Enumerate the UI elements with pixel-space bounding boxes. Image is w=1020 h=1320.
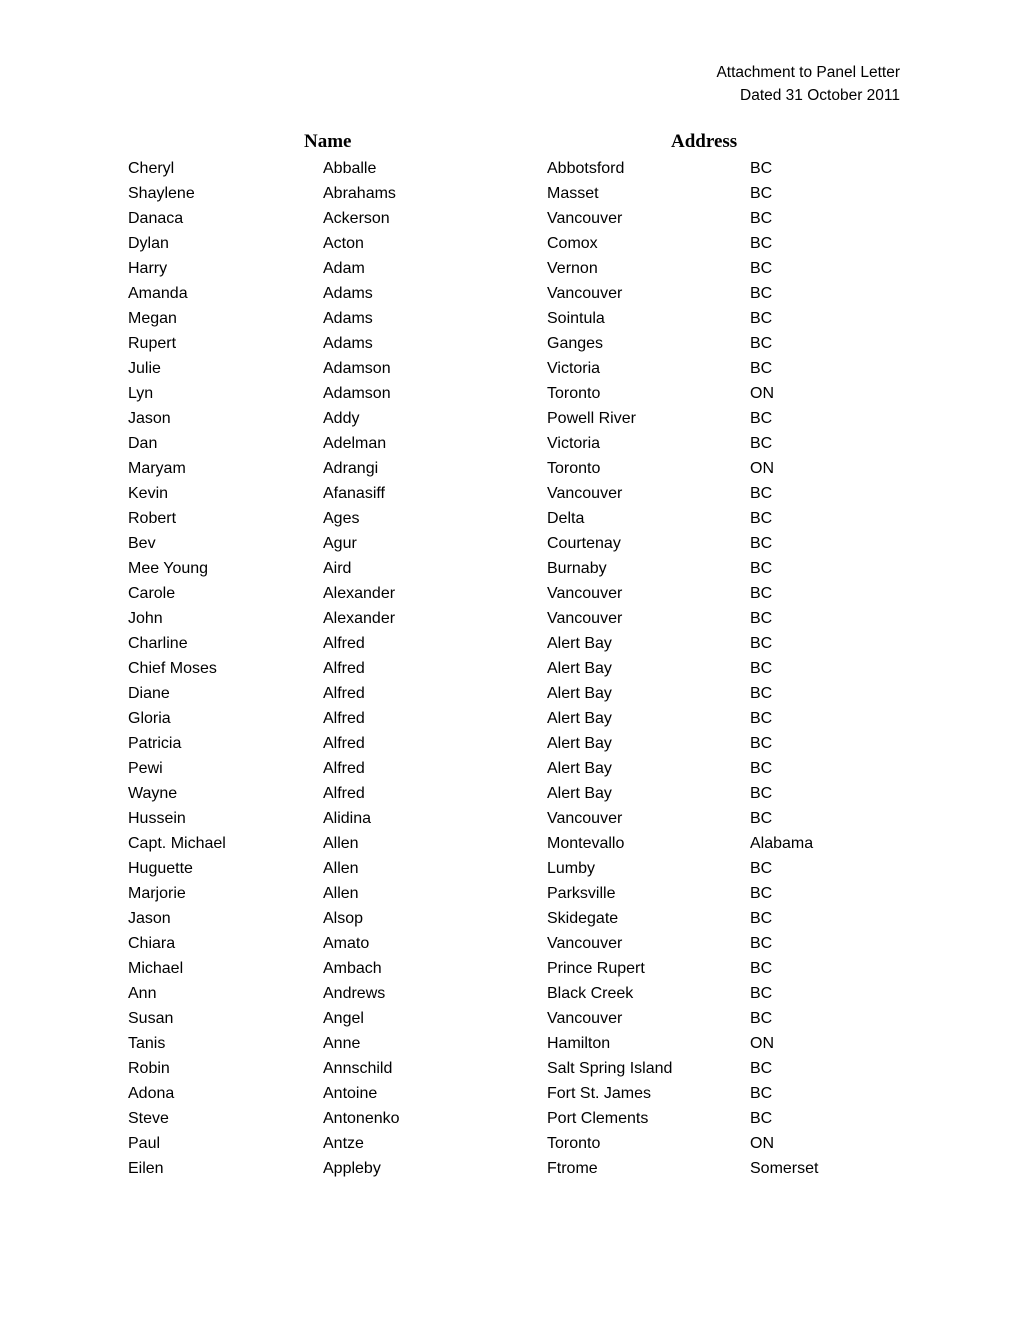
list-row [0, 606, 1020, 631]
city: Vancouver [547, 210, 623, 227]
last-name: Abballe [323, 160, 377, 177]
city: Burnaby [547, 560, 607, 577]
first-name: Cheryl [128, 160, 175, 177]
city: Sointula [547, 310, 605, 327]
list-row [0, 1156, 1020, 1181]
first-name: Rupert [128, 335, 177, 352]
first-name: Patricia [128, 735, 182, 752]
province-or-region: BC [750, 810, 773, 827]
document-header [716, 61, 900, 107]
province-or-region: BC [750, 610, 773, 627]
city: Ftrome [547, 1160, 598, 1177]
first-name: Jason [128, 410, 171, 427]
first-name: Capt. Michael [128, 835, 226, 852]
list-row [0, 456, 1020, 481]
first-name: Robert [128, 510, 177, 527]
city: Salt Spring Island [547, 1060, 673, 1077]
city: Delta [547, 510, 585, 527]
last-name: Antoine [323, 1085, 378, 1102]
province-or-region: BC [750, 685, 773, 702]
first-name: Michael [128, 960, 184, 977]
last-name: Alsop [323, 910, 364, 927]
list-row [0, 731, 1020, 756]
list-row [0, 856, 1020, 881]
list-row [0, 481, 1020, 506]
province-or-region: ON [750, 1135, 774, 1152]
province-or-region: BC [750, 360, 773, 377]
city: Vancouver [547, 585, 623, 602]
city: Alert Bay [547, 735, 612, 752]
province-or-region: BC [750, 335, 773, 352]
city: Abbotsford [547, 160, 625, 177]
province-or-region: BC [750, 435, 773, 452]
city: Lumby [547, 860, 596, 877]
last-name: Alfred [323, 635, 365, 652]
last-name: Angel [323, 1010, 364, 1027]
province-or-region: BC [750, 210, 773, 227]
list-row [0, 831, 1020, 856]
last-name: Allen [323, 860, 359, 877]
last-name: Alidina [323, 810, 372, 827]
first-name: Lyn [128, 385, 154, 402]
city: Alert Bay [547, 685, 612, 702]
first-name: Gloria [128, 710, 171, 727]
province-or-region: BC [750, 735, 773, 752]
first-name: Chief Moses [128, 660, 217, 677]
last-name: Ambach [323, 960, 382, 977]
province-or-region: BC [750, 235, 773, 252]
list-row [0, 806, 1020, 831]
first-name: Julie [128, 360, 161, 377]
city: Vancouver [547, 1010, 623, 1027]
first-name: Huguette [128, 860, 193, 877]
first-name: Carole [128, 585, 176, 602]
list-row [0, 681, 1020, 706]
last-name: Alfred [323, 685, 365, 702]
city: Hamilton [547, 1035, 611, 1052]
first-name: Danaca [128, 210, 184, 227]
province-or-region: ON [750, 1035, 774, 1052]
last-name: Alfred [323, 735, 365, 752]
province-or-region: BC [750, 1085, 773, 1102]
last-name: Agur [323, 535, 357, 552]
list-row [0, 906, 1020, 931]
province-or-region: BC [750, 635, 773, 652]
last-name: Addy [323, 410, 360, 427]
last-name: Adrangi [323, 460, 379, 477]
list-row [0, 1006, 1020, 1031]
city: Comox [547, 235, 598, 252]
list-row [0, 881, 1020, 906]
province-or-region: BC [750, 660, 773, 677]
city: Victoria [547, 360, 601, 377]
last-name: Adams [323, 310, 373, 327]
last-name: Aird [323, 560, 352, 577]
first-name: Dylan [128, 235, 169, 252]
first-name: Amanda [128, 285, 188, 302]
last-name: Appleby [323, 1160, 381, 1177]
city: Alert Bay [547, 635, 612, 652]
city: Toronto [547, 1135, 601, 1152]
list-row [0, 256, 1020, 281]
city: Toronto [547, 460, 601, 477]
list-row [0, 1106, 1020, 1131]
first-name: Robin [128, 1060, 170, 1077]
province-or-region: BC [750, 260, 773, 277]
list-row [0, 381, 1020, 406]
first-name: Marjorie [128, 885, 186, 902]
city: Vancouver [547, 810, 623, 827]
first-name: Eilen [128, 1160, 164, 1177]
last-name: Adam [323, 260, 365, 277]
city: Alert Bay [547, 760, 612, 777]
first-name: Hussein [128, 810, 186, 827]
last-name: Adamson [323, 385, 391, 402]
list-row [0, 281, 1020, 306]
last-name: Allen [323, 835, 359, 852]
last-name: Alfred [323, 760, 365, 777]
province-or-region: BC [750, 185, 773, 202]
last-name: Alfred [323, 710, 365, 727]
first-name: Diane [128, 685, 170, 702]
province-or-region: BC [750, 785, 773, 802]
province-or-region: BC [750, 1110, 773, 1127]
province-or-region: BC [750, 710, 773, 727]
first-name: Pewi [128, 760, 163, 777]
province-or-region: BC [750, 1010, 773, 1027]
city: Montevallo [547, 835, 625, 852]
city: Alert Bay [547, 660, 612, 677]
city: Fort St. James [547, 1085, 652, 1102]
last-name: Acton [323, 235, 364, 252]
province-or-region: ON [750, 460, 774, 477]
list-row [0, 556, 1020, 581]
list-row [0, 431, 1020, 456]
list-row [0, 231, 1020, 256]
list-row [0, 631, 1020, 656]
last-name: Ackerson [323, 210, 390, 227]
province-or-region: BC [750, 960, 773, 977]
first-name: John [128, 610, 163, 627]
last-name: Afanasiff [323, 485, 385, 502]
header-line-date: Dated 31 October 2011 [740, 87, 900, 104]
list-row [0, 656, 1020, 681]
list-row [0, 406, 1020, 431]
list-row [0, 1131, 1020, 1156]
last-name: Alexander [323, 610, 396, 627]
list-row [0, 1056, 1020, 1081]
province-or-region: BC [750, 910, 773, 927]
city: Port Clements [547, 1110, 649, 1127]
province-or-region: Somerset [750, 1160, 819, 1177]
city: Vancouver [547, 485, 623, 502]
names-list [0, 156, 1020, 1181]
list-row [0, 781, 1020, 806]
first-name: Kevin [128, 485, 169, 502]
city: Alert Bay [547, 785, 612, 802]
list-row [0, 956, 1020, 981]
last-name: Anne [323, 1035, 361, 1052]
last-name: Annschild [323, 1060, 393, 1077]
last-name: Amato [323, 935, 370, 952]
first-name: Chiara [128, 935, 176, 952]
address-column-heading: Address [671, 131, 738, 152]
province-or-region: BC [750, 285, 773, 302]
last-name: Adamson [323, 360, 391, 377]
city: Vancouver [547, 935, 623, 952]
province-or-region: BC [750, 560, 773, 577]
province-or-region: ON [750, 385, 774, 402]
last-name: Abrahams [323, 185, 396, 202]
city: Powell River [547, 410, 636, 427]
province-or-region: Alabama [750, 835, 814, 852]
city: Alert Bay [547, 710, 612, 727]
last-name: Antonenko [323, 1110, 400, 1127]
first-name: Steve [128, 1110, 169, 1127]
province-or-region: BC [750, 860, 773, 877]
province-or-region: BC [750, 160, 773, 177]
city: Ganges [547, 335, 604, 352]
list-row [0, 356, 1020, 381]
province-or-region: BC [750, 1060, 773, 1077]
province-or-region: BC [750, 760, 773, 777]
list-row [0, 981, 1020, 1006]
province-or-region: BC [750, 410, 773, 427]
list-row [0, 306, 1020, 331]
city: Vancouver [547, 285, 623, 302]
first-name: Mee Young [128, 560, 209, 577]
first-name: Wayne [128, 785, 178, 802]
first-name: Dan [128, 435, 158, 452]
last-name: Andrews [323, 985, 386, 1002]
city: Courtenay [547, 535, 621, 552]
first-name: Charline [128, 635, 188, 652]
city: Toronto [547, 385, 601, 402]
first-name: Paul [128, 1135, 161, 1152]
list-row [0, 531, 1020, 556]
city: Masset [547, 185, 599, 202]
first-name: Shaylene [128, 185, 195, 202]
province-or-region: BC [750, 985, 773, 1002]
name-column-heading: Name [304, 131, 352, 152]
column-headings [0, 131, 1020, 157]
header-line-attachment: Attachment to Panel Letter [716, 64, 900, 81]
last-name: Alfred [323, 785, 365, 802]
province-or-region: BC [750, 535, 773, 552]
list-row [0, 706, 1020, 731]
first-name: Harry [128, 260, 168, 277]
last-name: Adams [323, 335, 373, 352]
list-row [0, 156, 1020, 181]
list-row [0, 181, 1020, 206]
city: Parksville [547, 885, 616, 902]
list-row [0, 931, 1020, 956]
first-name: Adona [128, 1085, 175, 1102]
list-row [0, 206, 1020, 231]
city: Black Creek [547, 985, 634, 1002]
city: Vancouver [547, 610, 623, 627]
list-row [0, 1031, 1020, 1056]
first-name: Tanis [128, 1035, 166, 1052]
city: Victoria [547, 435, 601, 452]
first-name: Maryam [128, 460, 186, 477]
city: Skidegate [547, 910, 619, 927]
province-or-region: BC [750, 585, 773, 602]
first-name: Bev [128, 535, 156, 552]
list-row [0, 506, 1020, 531]
last-name: Adelman [323, 435, 387, 452]
city: Vernon [547, 260, 598, 277]
city: Prince Rupert [547, 960, 645, 977]
province-or-region: BC [750, 510, 773, 527]
province-or-region: BC [750, 885, 773, 902]
list-row [0, 581, 1020, 606]
last-name: Alexander [323, 585, 396, 602]
last-name: Allen [323, 885, 359, 902]
first-name: Susan [128, 1010, 174, 1027]
first-name: Jason [128, 910, 171, 927]
first-name: Ann [128, 985, 157, 1002]
first-name: Megan [128, 310, 177, 327]
last-name: Alfred [323, 660, 365, 677]
list-row [0, 756, 1020, 781]
province-or-region: BC [750, 935, 773, 952]
list-row [0, 331, 1020, 356]
province-or-region: BC [750, 485, 773, 502]
list-row [0, 1081, 1020, 1106]
province-or-region: BC [750, 310, 773, 327]
last-name: Ages [323, 510, 360, 527]
last-name: Adams [323, 285, 373, 302]
last-name: Antze [323, 1135, 364, 1152]
